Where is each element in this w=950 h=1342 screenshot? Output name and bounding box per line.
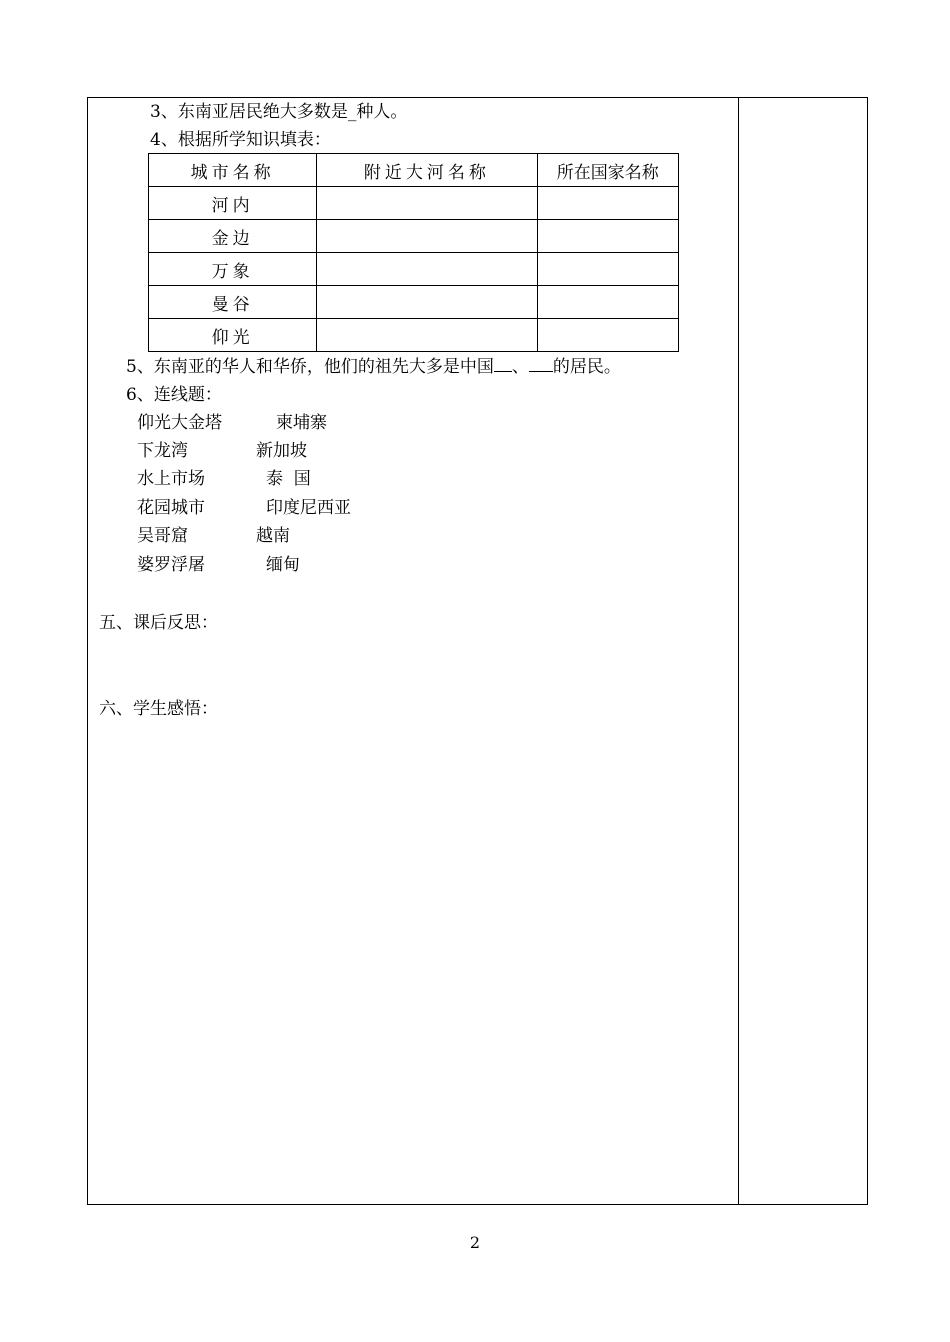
question-3 [150, 102, 407, 122]
table-row [149, 220, 679, 253]
river-answer-cell[interactable] [317, 187, 537, 220]
country-answer-cell[interactable] [537, 286, 679, 319]
question-5-text: 5、东南亚的华人和华侨，他们的祖先大多是中国 [126, 357, 494, 377]
match-left-item[interactable]: 花园城市 [137, 498, 205, 518]
match-left-item[interactable]: 水上市场 [137, 469, 205, 489]
city-cell: 河内 [149, 187, 317, 220]
question-3-blank: _ [347, 102, 357, 122]
match-right-item[interactable]: 越南 [256, 526, 290, 546]
section-student-thoughts-title: 六、学生感悟： [99, 699, 218, 719]
header-river-name: 附近大河名称 [317, 154, 537, 187]
country-answer-cell[interactable] [537, 253, 679, 286]
page-number: 2 [469, 1233, 481, 1252]
table-header-row [149, 154, 679, 187]
country-answer-cell[interactable] [537, 319, 679, 352]
match-left-item[interactable]: 婆罗浮屠 [137, 555, 205, 575]
table-row [149, 253, 679, 286]
section-reflection-title: 五、课后反思： [99, 613, 218, 633]
match-right-item[interactable]: 柬埔寨 [276, 413, 327, 433]
river-answer-cell[interactable] [317, 319, 537, 352]
city-cell: 金边 [149, 220, 317, 253]
question-5-suffix: 的居民。 [552, 357, 621, 377]
notes-column-divider [738, 97, 739, 1205]
country-answer-cell[interactable] [537, 220, 679, 253]
question-5-blank-1[interactable] [494, 357, 512, 372]
match-right-item[interactable]: 印度尼西亚 [266, 498, 351, 518]
header-city-name: 城市名称 [149, 154, 317, 187]
question-3-text: 3、东南亚居民绝大多数是 [150, 102, 348, 122]
match-right-item[interactable]: 新加坡 [256, 441, 307, 461]
question-5-blank-2[interactable] [529, 357, 553, 372]
city-cell: 曼谷 [149, 286, 317, 319]
match-left-item[interactable]: 吴哥窟 [137, 526, 188, 546]
river-answer-cell[interactable] [317, 253, 537, 286]
city-cell: 万象 [149, 253, 317, 286]
match-right-item[interactable]: 缅甸 [266, 555, 300, 575]
city-river-table [148, 153, 679, 352]
city-cell: 仰光 [149, 319, 317, 352]
question-4: 4、根据所学知识填表： [150, 130, 331, 150]
table-row [149, 286, 679, 319]
match-left-item[interactable]: 仰光大金塔 [137, 413, 222, 433]
river-answer-cell[interactable] [317, 220, 537, 253]
match-right-item[interactable]: 泰 国 [266, 469, 311, 489]
table-row [149, 319, 679, 352]
table-row [149, 187, 679, 220]
question-5 [126, 357, 621, 377]
match-left-item[interactable]: 下龙湾 [137, 441, 188, 461]
country-answer-cell[interactable] [537, 187, 679, 220]
header-country-name: 所在国家名称 [537, 154, 679, 187]
question-5-separator: 、 [511, 357, 529, 377]
question-6: 6、连线题： [126, 385, 222, 405]
question-3-suffix: 种人。 [356, 102, 408, 122]
river-answer-cell[interactable] [317, 286, 537, 319]
